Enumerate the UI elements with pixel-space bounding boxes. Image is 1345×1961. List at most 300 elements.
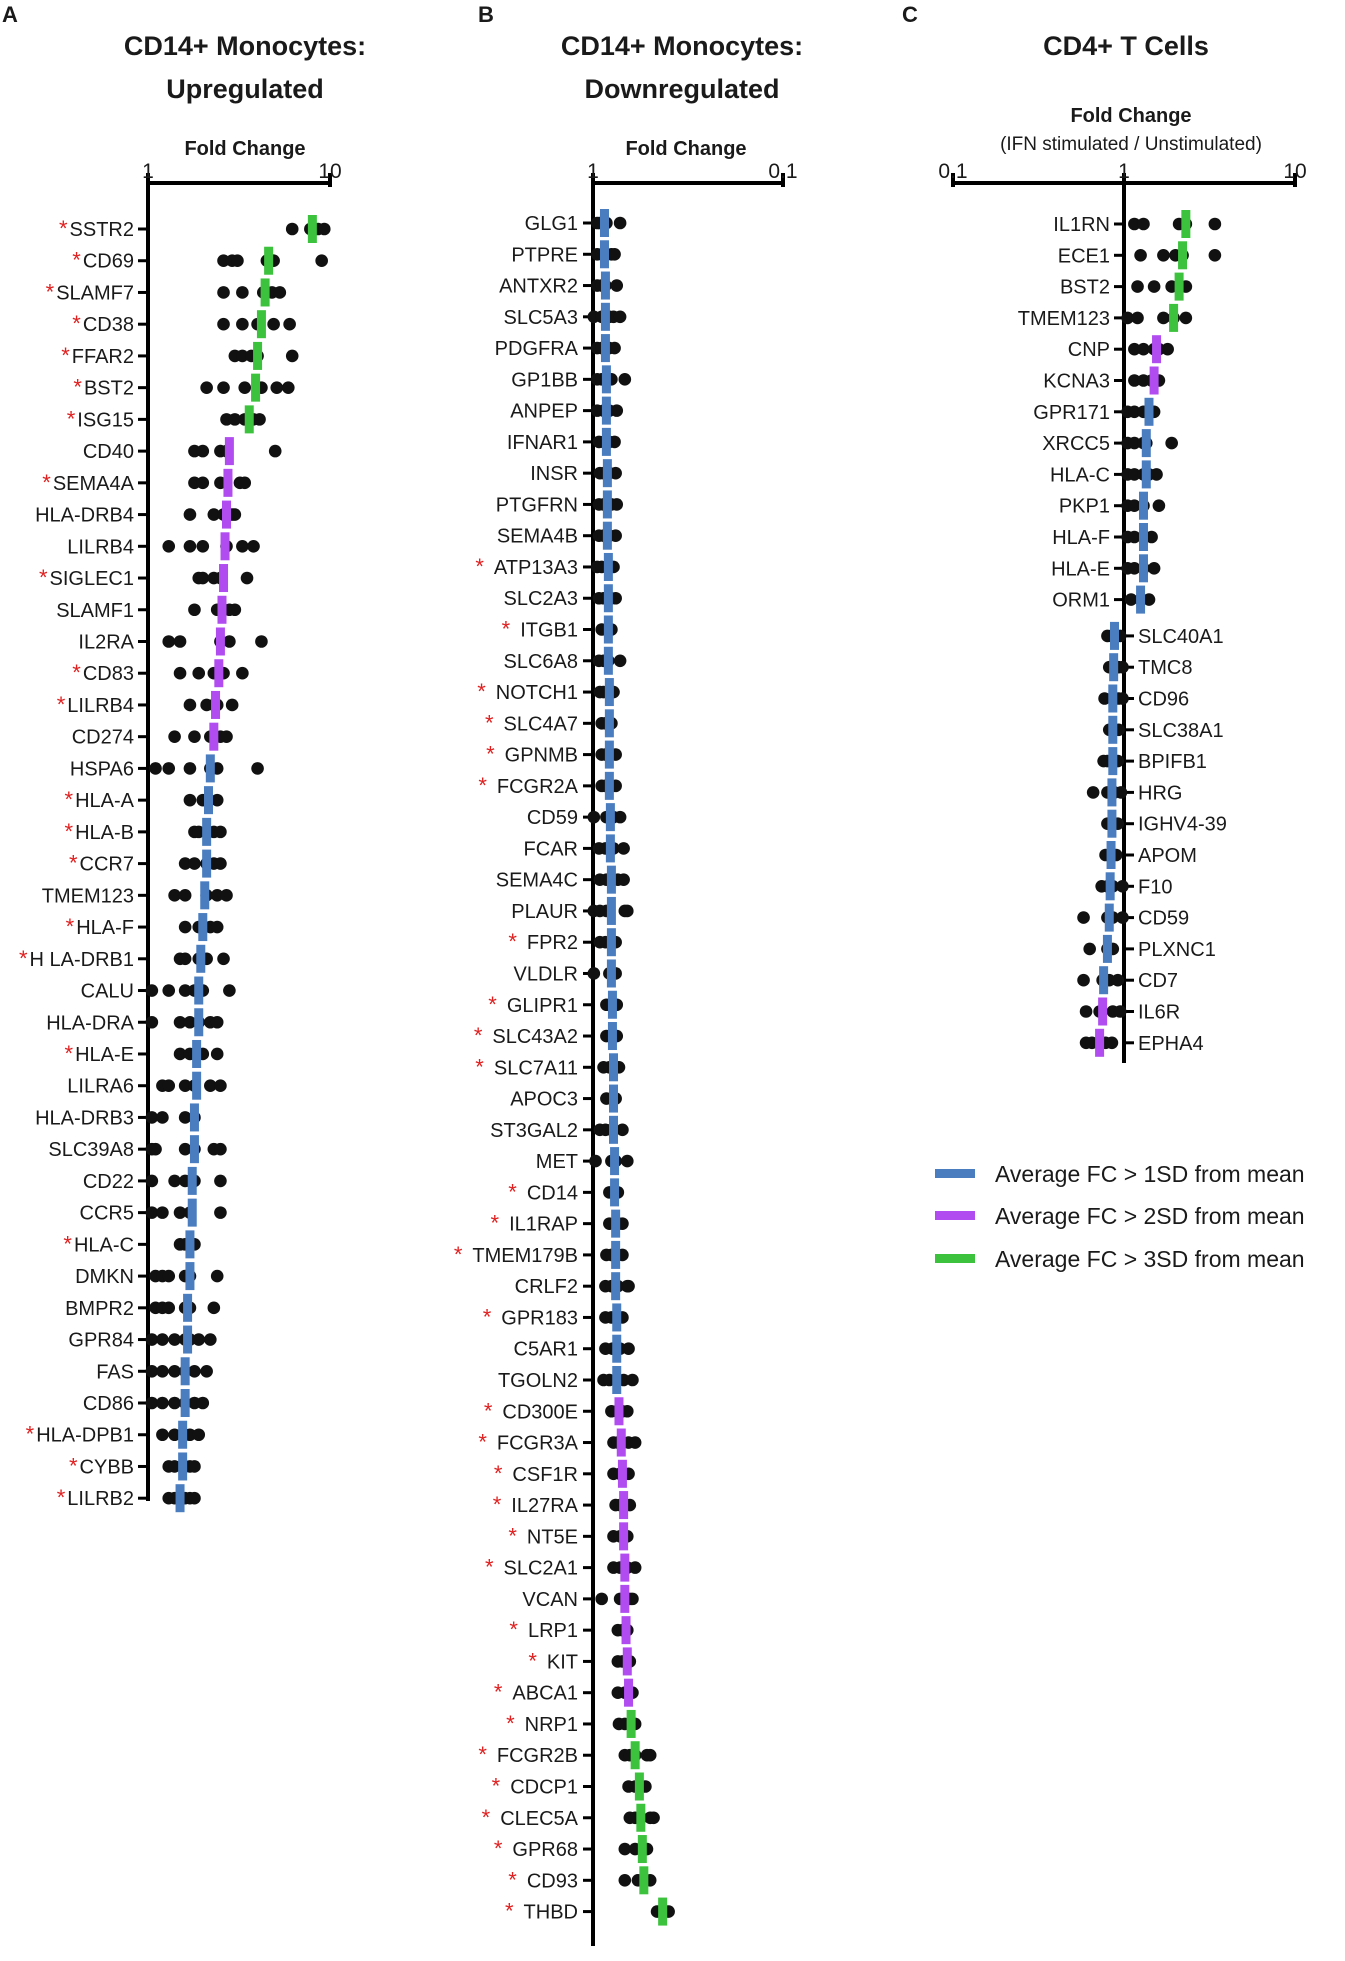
data-point xyxy=(226,699,239,712)
mean-bar xyxy=(214,659,223,687)
significance-star: * xyxy=(65,914,75,940)
x-tick-label: 0.1 xyxy=(938,160,968,183)
mean-bar xyxy=(202,818,211,846)
significance-star: * xyxy=(72,660,81,686)
gene-label: SLC2A1 xyxy=(503,1557,578,1580)
data-point xyxy=(626,1374,639,1387)
significance-star: * xyxy=(481,1804,491,1830)
legend xyxy=(935,1161,1305,1272)
mean-bar xyxy=(600,209,609,237)
data-point xyxy=(217,318,230,331)
mean-bar xyxy=(1175,273,1184,301)
data-point xyxy=(217,286,230,299)
panel-b xyxy=(454,2,803,1946)
gene-label: IGHV4-39 xyxy=(1138,813,1227,836)
panel-a-title: CD14+ Monocytes: xyxy=(123,31,367,61)
x-tick-label: 1 xyxy=(587,160,599,183)
mean-bar xyxy=(181,1357,190,1385)
data-point xyxy=(274,286,287,299)
significance-star: * xyxy=(508,1867,517,1893)
mean-bar xyxy=(1152,335,1161,363)
data-point xyxy=(621,1155,634,1168)
data-point xyxy=(220,730,233,743)
panel-c-xlabel: Fold Change xyxy=(1070,105,1192,127)
mean-bar xyxy=(1181,210,1190,238)
data-point xyxy=(236,667,249,680)
significance-star: * xyxy=(42,469,51,495)
gene-label: CRLF2 xyxy=(514,1276,578,1299)
gene-label: GPR68 xyxy=(512,1839,578,1862)
gene-label: SLC38A1 xyxy=(1138,719,1224,742)
mean-bar xyxy=(221,532,230,560)
data-point xyxy=(188,730,201,743)
gene-label: LILRB4 xyxy=(67,694,134,717)
gene-label: TMEM179B xyxy=(472,1244,578,1267)
data-point xyxy=(238,381,251,394)
gene-label: CNP xyxy=(1067,339,1110,362)
x-tick-label: 10 xyxy=(1283,160,1307,183)
mean-bar xyxy=(194,977,203,1005)
gene-label: SLAMF7 xyxy=(56,282,134,305)
mean-bar xyxy=(192,1072,201,1100)
gene-label: CALU xyxy=(80,980,134,1003)
data-point xyxy=(184,699,197,712)
mean-bar xyxy=(1139,492,1148,520)
mean-bar xyxy=(209,723,218,751)
mean-bar xyxy=(264,247,273,275)
data-point xyxy=(208,1302,221,1315)
data-point xyxy=(608,248,621,261)
gene-label: CCR7 xyxy=(79,853,134,876)
data-point xyxy=(214,1206,227,1219)
mean-bar xyxy=(1099,966,1108,994)
gene-label: TGOLN2 xyxy=(497,1369,578,1392)
data-point xyxy=(179,921,192,934)
gene-label: SLC6A8 xyxy=(503,650,578,673)
gene-label: FCAR xyxy=(523,838,578,861)
panel-letter-a: A xyxy=(2,2,18,27)
data-point xyxy=(174,635,187,648)
data-point xyxy=(196,477,209,490)
gene-label: IL1RN xyxy=(1053,214,1110,236)
mean-bar xyxy=(225,437,234,465)
panel-b-subtitle: Downregulated xyxy=(584,74,780,104)
gene-label: THBD xyxy=(523,1901,578,1924)
data-point xyxy=(162,1302,175,1315)
mean-bar xyxy=(636,1804,645,1832)
mean-bar xyxy=(1108,747,1117,775)
gene-label: GPR171 xyxy=(1033,401,1110,424)
mean-bar xyxy=(601,303,610,331)
gene-label: ATP13A3 xyxy=(493,556,578,579)
significance-star: * xyxy=(61,342,70,368)
gene-label: IL27RA xyxy=(511,1495,578,1518)
mean-bar xyxy=(614,1397,623,1425)
gene-label: GPNMB xyxy=(504,744,578,767)
data-point xyxy=(192,1333,205,1346)
data-point xyxy=(644,1749,657,1762)
data-point xyxy=(156,1333,169,1346)
data-point xyxy=(149,1143,162,1156)
gene-label: FCGR3A xyxy=(496,1432,578,1455)
gene-label: LILRA6 xyxy=(67,1075,134,1098)
gene-label: CCR5 xyxy=(79,1202,134,1225)
gene-label: C5AR1 xyxy=(513,1338,578,1361)
mean-bar xyxy=(607,866,616,894)
mean-bar xyxy=(607,959,616,987)
data-point xyxy=(622,1280,635,1293)
gene-label: CD40 xyxy=(82,441,134,464)
gene-label: PTPRE xyxy=(511,244,578,267)
gene-label: CD274 xyxy=(71,726,134,749)
mean-bar xyxy=(1169,304,1178,332)
gene-label: HLA-DRA xyxy=(46,1012,134,1035)
panel-b-title: CD14+ Monocytes: xyxy=(560,31,804,61)
mean-bar xyxy=(200,881,209,909)
data-point xyxy=(1116,911,1129,924)
mean-bar xyxy=(308,215,317,243)
mean-bar xyxy=(185,1230,194,1258)
gene-label: SLC7A11 xyxy=(493,1057,578,1080)
data-point xyxy=(1137,218,1150,231)
data-point xyxy=(1114,1005,1127,1018)
significance-star: * xyxy=(64,787,74,813)
gene-label: PKP1 xyxy=(1058,495,1110,518)
gene-label: BST2 xyxy=(83,377,134,400)
mean-bar xyxy=(612,1335,621,1363)
gene-label: ISG15 xyxy=(77,409,134,432)
mean-bar xyxy=(1139,523,1148,551)
significance-star: * xyxy=(488,991,497,1017)
significance-star: * xyxy=(18,945,28,971)
data-point xyxy=(149,762,162,775)
data-point xyxy=(269,445,282,458)
gene-label: XRCC5 xyxy=(1042,433,1110,456)
gene-label: HLA-DRB4 xyxy=(35,504,134,527)
panel-a-xlabel: Fold Change xyxy=(184,138,306,160)
gene-label: PLXNC1 xyxy=(1138,938,1216,961)
data-point xyxy=(174,667,187,680)
mean-bar xyxy=(1108,716,1117,744)
significance-star: * xyxy=(478,1742,487,1768)
gene-label: SSTR2 xyxy=(69,219,134,241)
gene-label: IL2RA xyxy=(78,631,134,654)
significance-star: * xyxy=(478,772,487,798)
mean-bar xyxy=(605,709,614,737)
gene-label: FFAR2 xyxy=(71,345,134,368)
panel-c-title: CD4+ T Cells xyxy=(1043,31,1209,61)
data-point xyxy=(162,984,175,997)
panel-a-subtitle: Upregulated xyxy=(166,74,324,104)
mean-bar xyxy=(251,374,260,402)
gene-label: VLDLR xyxy=(513,963,578,986)
gene-label: TMEM123 xyxy=(41,885,134,908)
data-point xyxy=(214,826,227,839)
mean-bar xyxy=(612,1366,621,1394)
data-point xyxy=(184,794,197,807)
data-point xyxy=(1116,880,1129,893)
data-point xyxy=(608,342,621,355)
significance-star: * xyxy=(501,616,511,642)
gene-label: CD14 xyxy=(526,1182,578,1205)
gene-label: CD300E xyxy=(502,1401,578,1424)
data-point xyxy=(616,1124,629,1137)
data-point xyxy=(211,921,224,934)
data-point xyxy=(1157,249,1170,262)
mean-bar xyxy=(619,1491,628,1519)
data-point xyxy=(211,1048,224,1061)
data-point xyxy=(1161,343,1174,356)
data-point xyxy=(589,1155,602,1168)
mean-bar xyxy=(245,405,254,433)
data-point xyxy=(196,540,209,553)
data-point xyxy=(146,984,159,997)
gene-label: GP1BB xyxy=(511,369,578,392)
mean-bar xyxy=(183,1326,192,1354)
gene-label: HLA-F xyxy=(1052,527,1110,549)
gene-label: CD59 xyxy=(1138,907,1190,930)
gene-label: CYBB xyxy=(79,1456,134,1479)
data-point xyxy=(610,279,623,292)
significance-star: * xyxy=(484,1554,494,1580)
gene-label: HLA-F xyxy=(76,917,134,940)
mean-bar xyxy=(222,501,231,529)
data-point xyxy=(610,404,623,417)
mean-bar xyxy=(608,1022,617,1050)
data-point xyxy=(200,381,213,394)
data-point xyxy=(614,217,627,230)
data-point xyxy=(1087,786,1100,799)
significance-star: * xyxy=(475,553,484,579)
data-point xyxy=(192,1428,205,1441)
mean-bar xyxy=(639,1866,648,1894)
data-point xyxy=(621,905,634,918)
significance-star: * xyxy=(38,565,48,591)
significance-star: * xyxy=(506,1710,515,1736)
mean-bar xyxy=(608,991,617,1019)
data-point xyxy=(315,254,328,267)
data-point xyxy=(1150,468,1163,481)
gene-label: HLA-C xyxy=(73,1234,134,1257)
gene-label: BMPR2 xyxy=(65,1297,134,1320)
gene-label: INSR xyxy=(530,463,578,486)
gene-label: CD7 xyxy=(1138,970,1179,993)
data-point xyxy=(211,1270,224,1283)
significance-star: * xyxy=(25,1421,35,1447)
gene-label: SLC39A8 xyxy=(48,1139,134,1162)
x-tick-label: 1 xyxy=(142,160,154,183)
gene-label: HSPA6 xyxy=(69,758,134,781)
gene-label: HLA-A xyxy=(75,790,134,813)
data-point xyxy=(595,1593,608,1606)
data-point xyxy=(255,635,268,648)
mean-bar xyxy=(604,616,613,644)
data-point xyxy=(282,381,295,394)
mean-bar xyxy=(1106,872,1115,900)
mean-bar xyxy=(188,1167,197,1195)
gene-label: HLA-DPB1 xyxy=(36,1424,134,1447)
gene-label: GLIPR1 xyxy=(506,994,578,1017)
data-point xyxy=(1077,911,1090,924)
data-point xyxy=(156,1428,169,1441)
mean-bar xyxy=(603,459,612,487)
mean-bar xyxy=(1139,554,1148,582)
gene-label: IL6R xyxy=(1138,1001,1181,1024)
data-point xyxy=(196,445,209,458)
data-point xyxy=(588,967,601,980)
data-point xyxy=(1112,974,1125,987)
mean-bar xyxy=(638,1835,647,1863)
gene-label: VCAN xyxy=(522,1588,578,1611)
gene-label: KCNA3 xyxy=(1043,370,1110,393)
data-point xyxy=(617,842,630,855)
data-point xyxy=(214,1143,227,1156)
significance-star: * xyxy=(473,1023,483,1049)
data-point xyxy=(1134,249,1147,262)
data-point xyxy=(214,1175,227,1188)
gene-label: GLG1 xyxy=(524,213,578,235)
gene-label: NOTCH1 xyxy=(495,682,578,705)
x-tick-label: 10 xyxy=(318,160,342,183)
mean-bar xyxy=(610,1178,619,1206)
mean-bar xyxy=(611,1210,620,1238)
mean-bar xyxy=(216,627,225,655)
significance-star: * xyxy=(493,1836,503,1862)
panel-a xyxy=(2,2,366,1512)
gene-label: PTGFRN xyxy=(495,494,578,517)
mean-bar xyxy=(620,1585,629,1613)
gene-label: CLEC5A xyxy=(500,1807,578,1830)
gene-label: SLC40A1 xyxy=(1138,625,1224,648)
mean-bar xyxy=(219,564,228,592)
mean-bar xyxy=(602,365,611,393)
mean-bar xyxy=(190,1135,199,1163)
mean-bar xyxy=(1103,935,1112,963)
data-point xyxy=(188,857,201,870)
mean-bar xyxy=(623,1647,632,1675)
data-point xyxy=(241,572,254,585)
legend-swatch-1sd xyxy=(935,1169,975,1178)
gene-label: LILRB2 xyxy=(67,1488,134,1511)
mean-bar xyxy=(253,342,262,370)
gene-label: ANTXR2 xyxy=(499,275,578,298)
data-point xyxy=(196,572,209,585)
gene-label: LILRB4 xyxy=(67,536,134,559)
data-point xyxy=(622,1342,635,1355)
data-point xyxy=(184,762,197,775)
data-point xyxy=(162,1270,175,1283)
data-point xyxy=(619,1874,632,1887)
gene-label: CD59 xyxy=(526,807,578,830)
gene-label: F10 xyxy=(1138,876,1173,899)
mean-bar xyxy=(601,334,610,362)
significance-star: * xyxy=(493,1679,503,1705)
mean-bar xyxy=(618,1460,627,1488)
data-point xyxy=(286,350,299,363)
mean-bar xyxy=(603,522,612,550)
gene-label: FAS xyxy=(96,1361,134,1384)
gene-label: HRG xyxy=(1138,782,1183,805)
mean-bar xyxy=(627,1710,636,1738)
mean-bar xyxy=(601,272,610,300)
data-point xyxy=(1116,692,1129,705)
mean-bar xyxy=(1108,685,1117,713)
data-point xyxy=(1115,786,1128,799)
data-point xyxy=(1083,943,1096,956)
gene-label: HLA-E xyxy=(75,1043,134,1066)
data-point xyxy=(231,254,244,267)
mean-bar xyxy=(1107,778,1116,806)
data-point xyxy=(1106,1037,1119,1050)
data-point xyxy=(617,873,630,886)
mean-bar xyxy=(196,945,205,973)
significance-star: * xyxy=(508,1523,517,1549)
gene-label: ST3GAL2 xyxy=(490,1119,578,1142)
data-point xyxy=(156,1397,169,1410)
mean-bar xyxy=(181,1389,190,1417)
data-point xyxy=(229,603,242,616)
data-point xyxy=(184,508,197,521)
gene-label: GPR84 xyxy=(68,1329,134,1352)
gene-label: HLA-B xyxy=(75,821,134,844)
legend-swatch-2sd xyxy=(935,1211,975,1220)
data-point xyxy=(211,1016,224,1029)
data-point xyxy=(1131,312,1144,325)
mean-bar xyxy=(1109,653,1118,681)
gene-label: TMEM123 xyxy=(1017,307,1110,330)
data-point xyxy=(614,654,627,667)
mean-bar xyxy=(658,1898,667,1926)
significance-star: * xyxy=(504,1898,514,1924)
mean-bar xyxy=(600,240,609,268)
gene-label: BST2 xyxy=(1059,276,1110,299)
gene-label: LRP1 xyxy=(527,1620,578,1643)
gene-label: IFNAR1 xyxy=(506,431,578,454)
data-point xyxy=(1165,437,1178,450)
gene-label: ABCA1 xyxy=(512,1682,578,1705)
mean-bar xyxy=(202,850,211,878)
gene-label: CDCP1 xyxy=(510,1776,578,1799)
mean-bar xyxy=(1136,586,1145,614)
gene-label: CD96 xyxy=(1138,688,1190,711)
gene-label: CD93 xyxy=(526,1870,578,1893)
gene-label: H LA-DRB1 xyxy=(29,948,134,971)
mean-bar xyxy=(606,834,615,862)
data-point xyxy=(253,413,266,426)
mean-bar xyxy=(192,1040,201,1068)
data-point xyxy=(236,318,249,331)
gene-label: SEMA4A xyxy=(52,472,134,495)
data-point xyxy=(1080,1005,1093,1018)
gene-label: APOC3 xyxy=(510,1088,578,1111)
panel-c xyxy=(902,2,1307,1063)
gene-label: SLC5A3 xyxy=(503,306,578,329)
mean-bar xyxy=(610,1147,619,1175)
gene-label: KIT xyxy=(546,1651,578,1674)
significance-star: * xyxy=(509,1617,518,1643)
data-point xyxy=(1077,974,1090,987)
mean-bar xyxy=(619,1522,628,1550)
data-point xyxy=(196,1397,209,1410)
mean-bar xyxy=(1105,904,1114,932)
gene-label: HLA-DRB3 xyxy=(35,1107,134,1130)
significance-star: * xyxy=(508,929,517,955)
data-point xyxy=(629,1561,642,1574)
significance-star: * xyxy=(68,850,78,876)
mean-bar xyxy=(607,897,616,925)
panel-letter-c: C xyxy=(902,2,918,27)
mean-bar xyxy=(1107,841,1116,869)
